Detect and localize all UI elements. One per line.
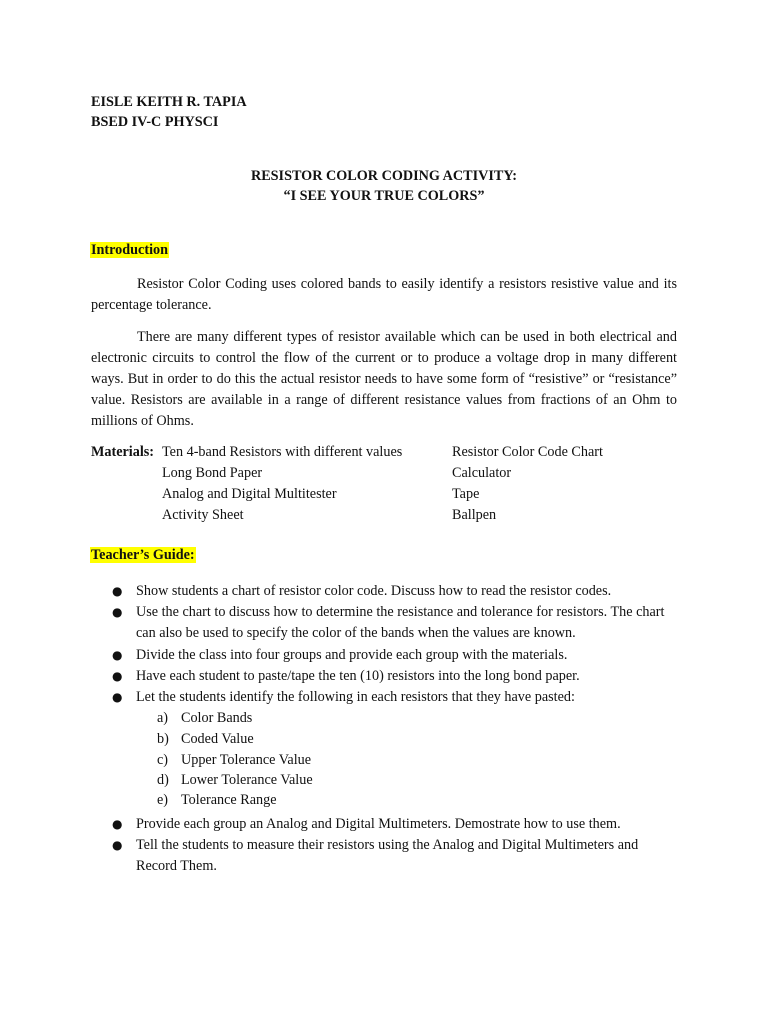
materials-item: Calculator bbox=[452, 465, 512, 481]
introduction-paragraph-2 bbox=[91, 327, 677, 432]
introduction-paragraph-1-text: Resistor Color Coding uses colored bands to easily identify a resistors resistive value and its percentage tolerance. bbox=[91, 276, 677, 313]
materials-item: Ten 4-band Resistors with different values bbox=[162, 444, 403, 460]
guide-bullet-item: Tell the students to measure their resistors using the Analog and Digital Multimeters and Record Them. bbox=[136, 837, 639, 874]
bullet-icon: ● bbox=[112, 584, 123, 598]
materials-label: Materials: bbox=[91, 444, 155, 460]
bullet-icon: ● bbox=[112, 669, 123, 683]
bullet-icon: ● bbox=[112, 605, 123, 619]
sub-item-letter: a) bbox=[157, 710, 169, 726]
introduction-paragraph-2-text: There are many different types of resistor available which can be used in both electrical and electronic circuits to control the flow of the current or to produce a voltage drop in many different ways. But in order to do this the actual resistor needs to have some form of “resistive” or “resistance” value. Resistors are available in a range of different resistance values from fractions of an Ohm to millions of Ohms. bbox=[91, 329, 677, 429]
sub-item-letter: c) bbox=[157, 752, 169, 768]
document-title: RESISTOR COLOR CODING ACTIVITY: bbox=[250, 168, 518, 184]
materials-item: Tape bbox=[452, 486, 480, 502]
guide-bullet-item: Have each student to paste/tape the ten (10) resistors into the long bond paper. bbox=[136, 668, 580, 684]
sub-item-text: Upper Tolerance Value bbox=[181, 752, 312, 768]
author-name: EISLE KEITH R. TAPIA bbox=[91, 94, 247, 110]
introduction-heading-text: Introduction bbox=[91, 242, 168, 258]
materials-item: Long Bond Paper bbox=[162, 465, 263, 481]
guide-bullet-item: Use the chart to discuss how to determine the resistance and tolerance for resistors. The chart can also be used to specify the color of the bands when the values are known. bbox=[136, 604, 665, 641]
bullet-icon: ● bbox=[112, 648, 123, 662]
materials-item: Analog and Digital Multitester bbox=[162, 486, 337, 502]
guide-bullet-item: Divide the class into four groups and provide each group with the materials. bbox=[136, 647, 568, 663]
sub-item-text: Lower Tolerance Value bbox=[181, 772, 313, 788]
materials-item: Resistor Color Code Chart bbox=[452, 444, 603, 460]
document-subtitle: “I SEE YOUR TRUE COLORS” bbox=[283, 188, 485, 204]
teachers-guide-heading-text: Teacher’s Guide: bbox=[91, 547, 195, 563]
materials-item: Activity Sheet bbox=[162, 507, 244, 523]
materials-item: Ballpen bbox=[452, 507, 497, 523]
teachers-guide-heading bbox=[90, 547, 196, 564]
bullet-icon: ● bbox=[112, 838, 123, 852]
sub-item-text: Color Bands bbox=[181, 710, 253, 726]
guide-bullet-item: Provide each group an Analog and Digital Multimeters. Demostrate how to use them. bbox=[136, 816, 621, 832]
sub-item-letter: e) bbox=[157, 792, 169, 808]
sub-item-text: Tolerance Range bbox=[181, 792, 277, 808]
guide-bullet-item: Show students a chart of resistor color code. Discuss how to read the resistor codes. bbox=[136, 583, 612, 599]
sub-item-letter: d) bbox=[157, 772, 169, 788]
author-course: BSED IV-C PHYSCI bbox=[91, 114, 219, 130]
introduction-paragraph-1 bbox=[91, 274, 677, 316]
sub-item-letter: b) bbox=[157, 731, 169, 747]
guide-bullet-item: Let the students identify the following in each resistors that they have pasted: bbox=[136, 689, 575, 705]
bullet-icon: ● bbox=[112, 690, 123, 704]
bullet-icon: ● bbox=[112, 817, 123, 831]
introduction-heading bbox=[90, 242, 169, 259]
sub-item-text: Coded Value bbox=[181, 731, 254, 747]
